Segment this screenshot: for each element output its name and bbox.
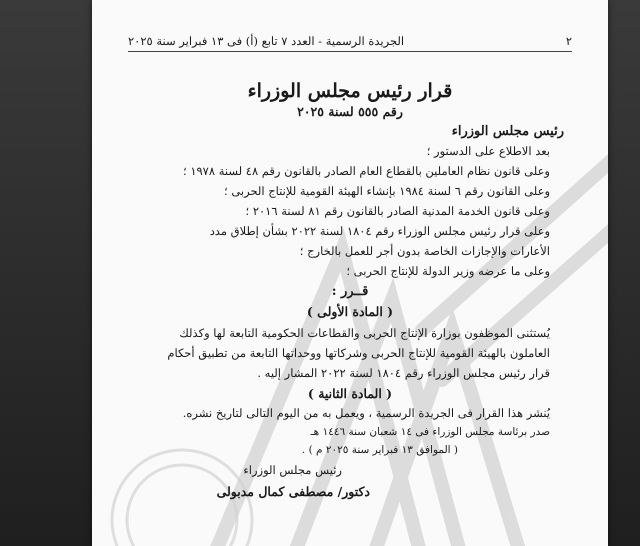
decree-number: رقم ٥٥٥ لسنة ٢٠٢٥: [297, 104, 403, 119]
signature-title: رئيس مجلس الوزراء: [243, 463, 342, 477]
issuance-line: صدر برئاسة مجلس الوزراء فى ١٤ شعبان سنة ١٤٤٦ هـ: [310, 426, 550, 438]
decree-issuer: رئيس مجلس الوزراء: [451, 124, 564, 139]
article-2-heading: ( المادة الثانية ): [307, 386, 393, 401]
preamble-line: وعلى القانون رقم ٦ لسنة ١٩٨٤ بإنشاء الهيئة القومية للإنتاج الحربى ؛: [224, 184, 550, 198]
article-2-line: يُنشر هذا القرار فى الجريدة الرسمية ، ويعمل به من اليوم التالى لتاريخ نشره.: [182, 406, 550, 420]
article-1-line: العاملون بالهيئة القومية للإنتاج الحربى وشركاتها ووحداتها التابعة من تطبيق أحكام: [167, 346, 550, 360]
decided-heading: قــرر :: [331, 284, 369, 299]
publication-info: الجريدة الرسمية - العدد ٧ تابع (أ) فى ١٣ فبراير سنة ٢٠٢٥: [128, 34, 405, 48]
article-1-heading: ( المادة الأولى ): [306, 304, 394, 319]
preamble-line: وعلى قانون نظام العاملين بالقطاع العام الصادر بالقانون رقم ٤٨ لسنة ١٩٧٨ ؛: [183, 164, 550, 178]
preamble-line: الأعارات والإجازات الخاصة بدون أجر للعمل بالخارج ؛: [299, 244, 550, 258]
page-number: ٢: [565, 34, 572, 48]
preamble-line: وعلى ما عرضه وزير الدولة للإنتاج الحربى ؛: [346, 264, 550, 278]
decree-title: قرار رئيس مجلس الوزراء: [247, 80, 453, 102]
document-page[interactable]: [92, 0, 608, 546]
preamble-line: وعلى قرار رئيس مجلس الوزراء رقم ١٨٠٤ لسنة ٢٠٢٢ بشأن إطلاق مدد: [209, 224, 550, 238]
preamble-line: وعلى قانون الخدمة المدنية الصادر بالقانون رقم ٨١ لسنة ٢٠١٦ ؛: [245, 204, 550, 218]
gregorian-date-line: ( الموافق ١٣ فبراير سنة ٢٠٢٥ م ) .: [301, 444, 458, 456]
article-1-line: قرار رئيس مجلس الوزراء رقم ١٨٠٤ لسنة ٢٠٢٢ المشار إليه .: [257, 366, 550, 380]
signature-name: دكتور/ مصطفى كمال مدبولى: [216, 484, 370, 499]
page-header: [128, 34, 572, 52]
preamble-line: بعد الاطلاع على الدستور ؛: [426, 144, 550, 158]
article-1-line: يُستثنى الموظفون بوزارة الإنتاج الحربى والقطاعات الحكومية التابعة لها وكذلك: [179, 326, 550, 340]
